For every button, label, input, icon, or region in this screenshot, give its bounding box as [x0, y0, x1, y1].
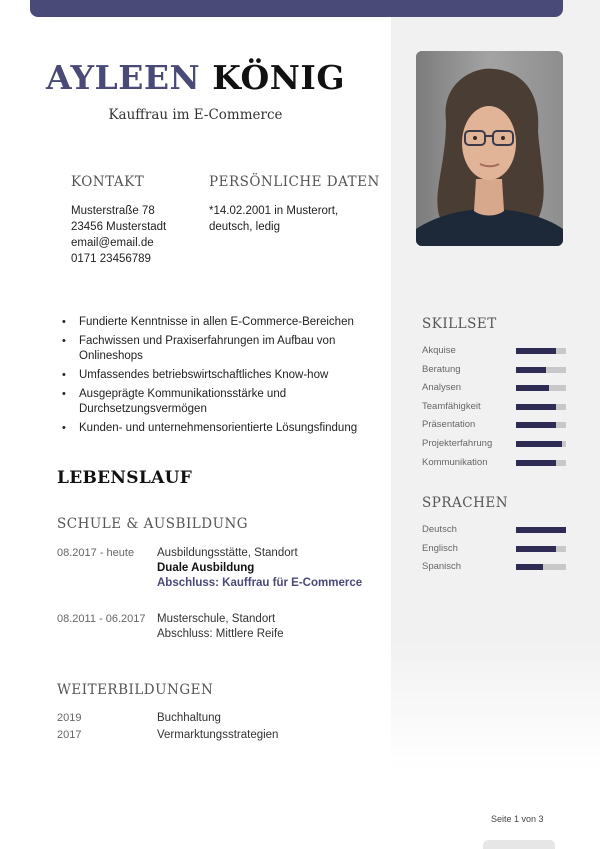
entry-degree: Abschluss: Kauffrau für E-Commerce [157, 577, 363, 589]
skill-label: Projekterfahrung [422, 437, 493, 449]
language-row [422, 541, 572, 560]
contact-email: email@email.de [71, 237, 154, 249]
skill-bar-fill [516, 385, 549, 391]
cv-title: LEBENSLAUF [57, 468, 193, 488]
skill-bar-fill [516, 367, 546, 373]
page-navigation-tab[interactable] [483, 840, 555, 849]
skill-label: Präsentation [422, 419, 476, 431]
profile-bullet: • Ausgeprägte Kommunikationsstärke und Durchsetzungsvermögen [62, 387, 382, 417]
entry-place: Ausbildungsstätte, Standort [157, 547, 298, 559]
skill-bar [516, 460, 566, 466]
entry-description [157, 546, 362, 591]
language-label: Englisch [422, 542, 458, 554]
languages-list [422, 522, 572, 578]
skillset-list [422, 343, 572, 473]
skill-bar-fill [516, 460, 556, 466]
contact-phone: 0171 23456789 [71, 253, 151, 265]
profile-bullet: • Fundierte Kenntnisse in allen E-Commerce-Bereichen [62, 315, 382, 330]
skill-label: Analysen [422, 382, 462, 394]
skill-bar [516, 385, 566, 391]
skill-bar [516, 404, 566, 410]
personal-status: deutsch, ledig [209, 221, 280, 233]
entry-description [157, 612, 284, 642]
skill-bar-fill [516, 441, 562, 447]
skill-bar-fill [516, 404, 556, 410]
language-bar [516, 546, 566, 552]
language-label: Deutsch [422, 524, 457, 535]
skill-row [422, 436, 572, 455]
entry-type: Duale Ausbildung [157, 562, 255, 574]
skillset-heading: SKILLSET [422, 316, 497, 332]
last-name: KÖNIG [212, 58, 346, 97]
page-number: Seite 1 von 3 [491, 814, 544, 824]
applicant-name [0, 58, 391, 97]
language-label: Spanisch [422, 561, 462, 573]
skill-row [422, 362, 572, 381]
entry-date: 08.2011 - 06.2017 [57, 613, 146, 625]
language-bar-fill [516, 546, 556, 552]
language-bar [516, 527, 566, 533]
entry-date: 08.2017 - heute [57, 547, 135, 559]
education-heading: SCHULE & AUSBILDUNG [57, 516, 249, 532]
contact-city: 23456 Musterstadt [71, 221, 167, 233]
skill-label: Kommunikation [422, 456, 488, 468]
skill-bar [516, 367, 566, 373]
profile-bullet: • Fachwissen und Praxiserfahrungen im Aufbau von Onlineshops [62, 334, 382, 364]
profile-bullet-list [62, 315, 382, 440]
training-entry [57, 711, 387, 727]
education-entry [57, 546, 387, 594]
portrait-image [416, 51, 563, 246]
skill-row [422, 417, 572, 436]
entry-date: 2019 [57, 712, 82, 724]
contact-details [71, 203, 166, 267]
skill-label: Akquise [422, 345, 456, 356]
language-bar-fill [516, 527, 566, 533]
personal-birth: *14.02.2001 in Musterort, [209, 205, 339, 217]
skill-label: Teamfähigkeit [422, 400, 481, 412]
training-entry [57, 728, 387, 744]
skill-bar-fill [516, 348, 556, 354]
entry-place: Musterschule, Standort [157, 613, 276, 625]
contact-street: Musterstraße 78 [71, 205, 155, 217]
language-row [422, 559, 572, 578]
skill-bar [516, 422, 566, 428]
profile-bullet: • Kunden- und unternehmensorientierte Lösungsfindung [62, 421, 382, 436]
skill-label: Beratung [422, 363, 461, 375]
entry-degree: Abschluss: Mittlere Reife [157, 628, 284, 640]
job-title: Kauffrau im E-Commerce [108, 107, 283, 123]
skill-bar [516, 348, 566, 354]
profile-photo [416, 51, 563, 246]
skill-row [422, 343, 572, 362]
personal-heading: PERSÖNLICHE DATEN [209, 174, 380, 190]
education-entry [57, 612, 387, 644]
first-name: AYLEEN [45, 58, 201, 97]
languages-heading: SPRACHEN [422, 495, 509, 511]
contact-heading: KONTAKT [71, 174, 145, 190]
entry-date: 2017 [57, 729, 82, 741]
skill-row [422, 380, 572, 399]
profile-bullet: • Umfassendes betriebswirtschaftliches Know-how [62, 368, 382, 383]
entry-title: Vermarktungsstrategien [157, 729, 279, 741]
top-accent-bar [30, 0, 563, 17]
entry-title: Buchhaltung [157, 712, 221, 724]
skill-row [422, 455, 572, 474]
skill-bar [516, 441, 566, 447]
training-heading: WEITERBILDUNGEN [57, 682, 214, 698]
personal-details [209, 203, 338, 235]
language-bar-fill [516, 564, 543, 570]
skill-bar-fill [516, 422, 556, 428]
skill-row [422, 399, 572, 418]
language-row [422, 522, 572, 541]
language-bar [516, 564, 566, 570]
